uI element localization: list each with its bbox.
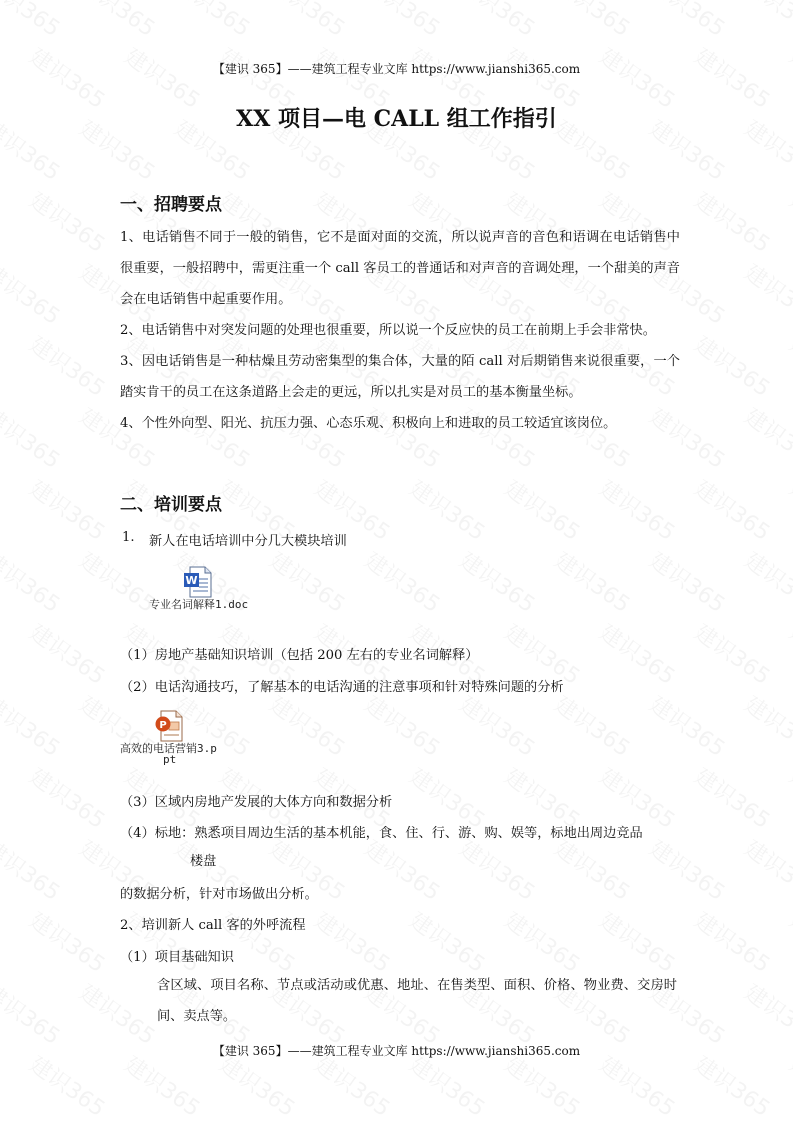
training-sub-2: （2）电话沟通技巧，了解基本的电话沟通的注意事项和针对特殊问题的分析 <box>120 680 564 695</box>
watermark-text <box>24 760 112 835</box>
watermark-text <box>404 904 492 979</box>
watermark-text <box>689 1048 777 1122</box>
attachment-ppt-name-line1[interactable]: 高效的电话营销3.p <box>120 742 217 755</box>
watermark-text <box>689 616 777 691</box>
watermark-text <box>594 1048 682 1122</box>
watermark-text <box>549 832 637 907</box>
watermark-text <box>784 1048 793 1122</box>
watermark-text <box>499 472 587 547</box>
watermark-text <box>24 616 112 691</box>
training-sub-4-tail: 的数据分析，针对市场做出分析。 <box>120 887 318 902</box>
attachment-ppt-name-line2[interactable]: pt <box>163 753 177 766</box>
page-footer: 【建识 365】——建筑工程专业文库 https://www.jianshi365.com <box>212 1044 581 1058</box>
watermark-text <box>24 904 112 979</box>
section-heading-training: 二、培训要点 <box>120 495 222 515</box>
watermark-text <box>594 616 682 691</box>
watermark-text <box>739 544 793 619</box>
attachment-doc-name[interactable]: 专业名词解释1.doc <box>149 598 249 611</box>
watermark-text <box>454 832 542 907</box>
watermark-text <box>689 904 777 979</box>
watermark-text <box>169 0 257 43</box>
document-title: XX 项目—电 CALL 组工作指引 <box>236 106 557 132</box>
watermark-text <box>689 184 777 259</box>
training-sub-4-continued: 楼盘 <box>190 854 217 869</box>
training-item-1-number: 1. <box>122 530 135 545</box>
watermark-text <box>0 688 67 763</box>
watermark-text <box>784 472 793 547</box>
watermark-text <box>549 544 637 619</box>
training-item-2: 2、培训新人 call 客的外呼流程 <box>120 918 306 933</box>
svg-text:W: W <box>185 574 198 587</box>
training-sub-3: （3）区域内房地产发展的大体方向和数据分析 <box>120 795 393 810</box>
training-item-2-sub-1-detail: 含区域、项目名称、节点或活动或优惠、地址、在售类型、面积、价格、物业费、交房时间、卖点等。 <box>157 978 677 1024</box>
watermark-text <box>499 904 587 979</box>
training-sub-4: （4）标地：熟悉项目周边生活的基本机能，食、住、行、游、购、娱等，标地出周边竞品 <box>120 826 643 841</box>
watermark-text <box>784 616 793 691</box>
watermark-text <box>644 688 732 763</box>
watermark-text <box>359 688 447 763</box>
watermark-text <box>359 0 447 43</box>
watermark-text <box>404 472 492 547</box>
watermark-text <box>454 688 542 763</box>
watermark-text <box>594 904 682 979</box>
watermark-text <box>24 328 112 403</box>
training-item-2-sub-1: （1）项目基础知识 <box>120 950 234 965</box>
watermark-text <box>214 1048 302 1122</box>
watermark-text <box>264 0 352 43</box>
watermark-text <box>644 544 732 619</box>
recruitment-point-2: 2、电话销售中对突发问题的处理也很重要，所以说一个反应快的员工在前期上手会非常快。 <box>120 323 656 338</box>
word-doc-icon[interactable] <box>184 566 212 598</box>
svg-text:P: P <box>159 720 167 731</box>
watermark-text <box>739 256 793 331</box>
watermark-text <box>549 0 637 43</box>
recruitment-point-3: 3、因电话销售是一种枯燥且劳动密集型的集合体，大量的陌 call 对后期销售来说很重要，一个踏实肯干的员工在这条道路上会走的更远，所以扎实是对员工的基本衡量坐标。 <box>120 354 680 400</box>
watermark-text <box>784 760 793 835</box>
watermark-text <box>784 328 793 403</box>
watermark-text <box>0 256 67 331</box>
watermark-text <box>784 184 793 259</box>
watermark-text <box>24 472 112 547</box>
watermark-text <box>739 688 793 763</box>
recruitment-point-1: 1、电话销售不同于一般的销售，它不是面对面的交流，所以说声音的音色和语调在电话销售中很重要，一般招聘中，需更注重一个 call 客员工的普通话和对声音的音调处理，一个甜美的声音会在电话销售中起重要作用。 <box>120 230 680 307</box>
watermark-text <box>74 976 162 1051</box>
watermark-text <box>454 0 542 43</box>
watermark-text <box>739 832 793 907</box>
watermark-text <box>454 544 542 619</box>
watermark-text <box>739 976 793 1051</box>
watermark-text <box>0 544 67 619</box>
watermark-text <box>119 1048 207 1122</box>
watermark-text <box>24 184 112 259</box>
watermark-text <box>404 1048 492 1122</box>
watermark-text <box>0 0 67 43</box>
watermark-text <box>264 544 352 619</box>
watermark-text <box>549 688 637 763</box>
page-header: 【建识 365】——建筑工程专业文库 https://www.jianshi365.com <box>212 62 581 76</box>
powerpoint-icon[interactable] <box>155 710 183 742</box>
watermark-text <box>309 1048 397 1122</box>
watermark-text <box>644 832 732 907</box>
watermark-text <box>74 0 162 43</box>
watermark-text <box>24 1048 112 1122</box>
watermark-text <box>689 472 777 547</box>
watermark-text <box>689 328 777 403</box>
watermark-text <box>739 400 793 475</box>
section-heading-recruitment: 一、招聘要点 <box>120 195 222 215</box>
watermark-text <box>739 0 793 43</box>
watermark-text <box>0 400 67 475</box>
watermark-text <box>0 832 67 907</box>
watermark-text <box>594 472 682 547</box>
watermark-text <box>784 904 793 979</box>
watermark-text <box>309 904 397 979</box>
watermark-text <box>499 1048 587 1122</box>
training-sub-1: （1）房地产基础知识培训（包括 200 左右的专业名词解释） <box>120 648 479 663</box>
recruitment-point-4: 4、个性外向型、阳光、抗压力强、心态乐观、积极向上和进取的员工较适宜该岗位。 <box>120 416 617 431</box>
training-item-1: 新人在电话培训中分几大模块培训 <box>149 534 347 549</box>
watermark-text <box>264 688 352 763</box>
watermark-text <box>644 0 732 43</box>
watermark-text <box>359 832 447 907</box>
watermark-text <box>0 976 67 1051</box>
watermark-text <box>359 544 447 619</box>
watermark-text <box>689 760 777 835</box>
